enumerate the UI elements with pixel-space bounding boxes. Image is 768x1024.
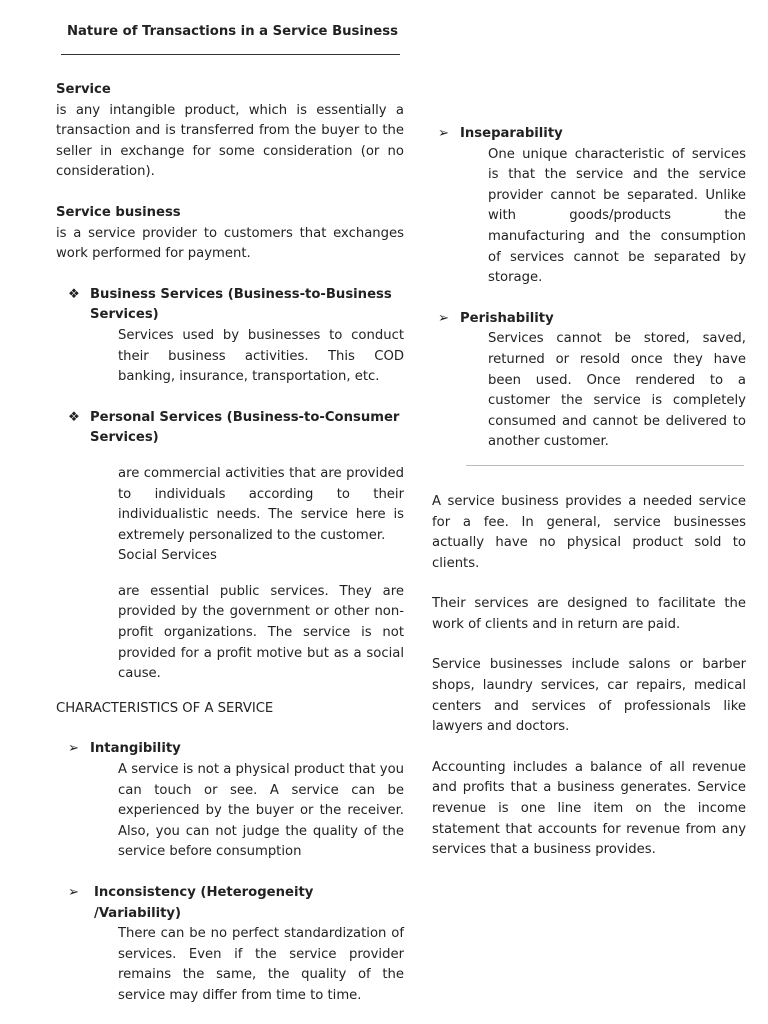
diamond-bullet-icon: ❖ — [68, 409, 80, 425]
personal-services-item — [56, 408, 404, 449]
section-divider — [466, 465, 744, 466]
services-purpose-paragraph: Their services are designed to facilitate the work of clients and in return are paid. — [432, 596, 746, 632]
arrow-bullet-icon: ➢ — [68, 741, 80, 757]
right-column — [432, 124, 746, 861]
service-term: Service — [56, 82, 111, 97]
inconsistency-item — [56, 883, 404, 924]
intangibility-heading: Intangibility — [90, 741, 181, 757]
arrow-bullet-icon: ➢ — [68, 885, 80, 900]
diamond-bullet-icon: ❖ — [68, 286, 80, 302]
inseparability-item — [432, 124, 746, 145]
inseparability-text: One unique characteristic of services is that the service and the service provider cannot be separated. Unlike with goods/products the manufacturing and the consumption of services cannot be separated by storage. — [488, 146, 746, 286]
service-business-paragraph: A service business provides a needed service for a fee. In general, service businesses actually have no physical product sold to clients. — [432, 493, 746, 571]
page-title: Nature of Transactions in a Service Business — [67, 24, 398, 39]
perishability-item — [432, 309, 746, 330]
accounting-paragraph: Accounting includes a balance of all revenue and profits that a business generates. Service revenue is one line item on the income statement that accounts for revenue from any services that a business provides. — [432, 759, 746, 858]
social-services-label: Social Services — [118, 548, 217, 564]
personal-services-text: are commercial activities that are provided to individuals according to their individualistic needs. The service here is extremely personalized to the customer. — [118, 465, 404, 543]
intangibility-text: A service is not a physical product that you can touch or see. A service can be experienced by the buyer or the receiver. Also, you can not judge the quality of the service before consumption — [118, 762, 404, 860]
social-services-text: are essential public services. They are provided by the government or other non-profit organizations. The service is not provided for a profit motive but as a social cause. — [118, 583, 404, 682]
personal-services-heading: Personal Services (Business-to-Consumer Services) — [90, 409, 400, 446]
intangibility-item — [56, 739, 404, 760]
perishability-heading: Perishability — [460, 310, 554, 326]
inconsistency-heading: Inconsistency (Heterogeneity /Variability) — [94, 885, 314, 921]
service-business-definition: is a service provider to customers that exchanges work performed for payment. — [56, 225, 404, 262]
inseparability-heading: Inseparability — [460, 126, 563, 141]
characteristics-heading: CHARACTERISTICS OF A SERVICE — [56, 700, 274, 716]
business-services-heading: Business Services (Business-to-Business Services) — [90, 286, 392, 323]
left-column — [56, 80, 404, 1007]
service-examples-paragraph: Service businesses include salons or barber shops, laundry services, car repairs, medical centers and services of professionals like lawyers and doctors. — [432, 657, 746, 735]
inconsistency-text: There can be no perfect standardization of services. Even if the service provider remains the same, the quality of the service may differ from time to time. — [118, 926, 404, 1003]
service-business-term: Service business — [56, 204, 181, 220]
perishability-text: Services cannot be stored, saved, returned or resold once they have been used. Once rendered to a customer the service is completely consumed and cannot be delivered to another customer. — [488, 331, 746, 450]
business-services-item — [56, 285, 404, 326]
business-services-text: Services used by businesses to conduct their business activities. This COD banking, insurance, transportation, etc. — [118, 327, 404, 385]
service-definition: is any intangible product, which is essentially a transaction and is transferred from the buyer to the seller in exchange for some consideration (or no consideration). — [56, 102, 404, 180]
arrow-bullet-icon: ➢ — [438, 126, 450, 141]
arrow-bullet-icon: ➢ — [438, 310, 450, 326]
title-divider — [61, 54, 400, 55]
